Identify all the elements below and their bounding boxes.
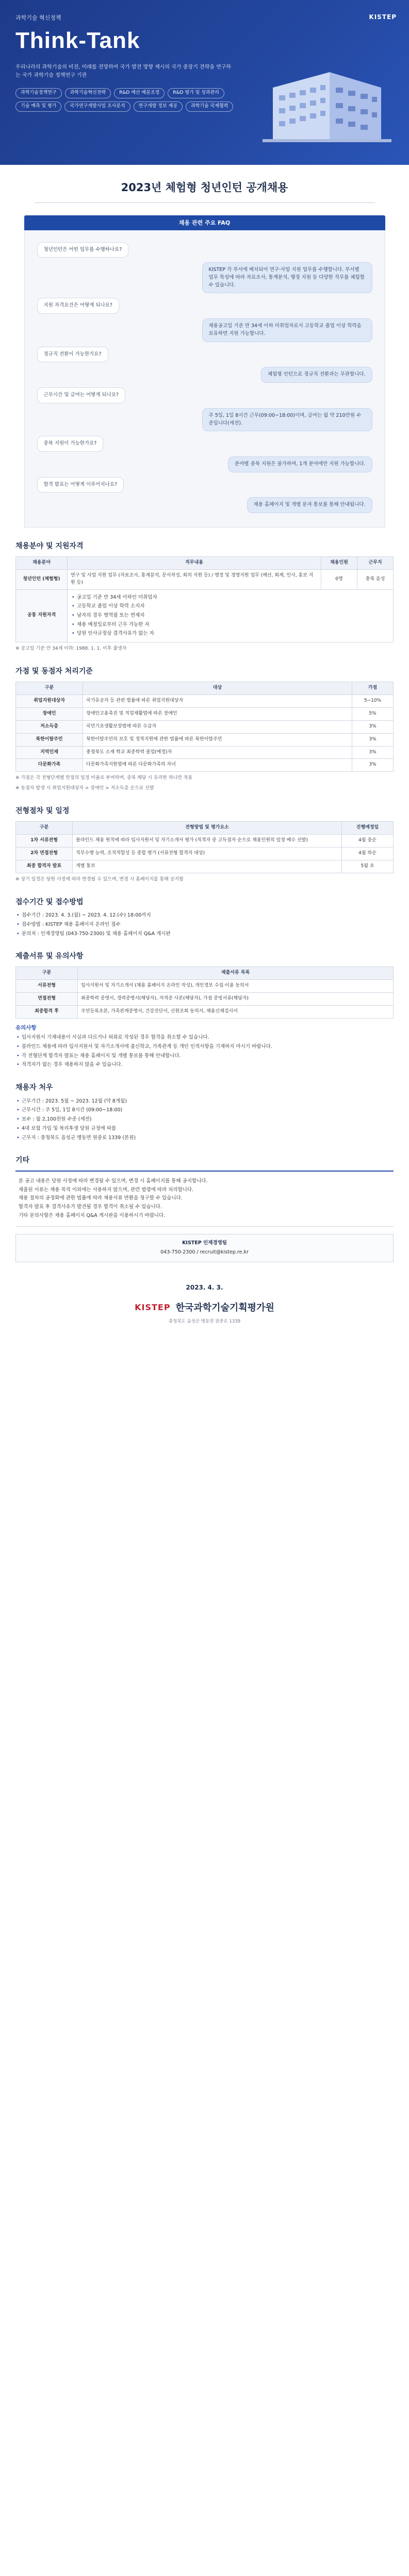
faq-answer: 채용공고일 기준 만 34세 이하 미취업자로서 고등학교 졸업 이상 학력을 보유하면 지원 가능합니다. bbox=[37, 318, 372, 342]
banner-tag: 과학기술정책연구 bbox=[15, 88, 62, 98]
banner-logo: KISTEP bbox=[369, 13, 397, 21]
section-note: ※ 공고일 기준 만 34세 이하: 1988. 1. 1. 이후 출생자 bbox=[15, 646, 127, 652]
table-row: 최종 합격자 발표 개별 통보 5월 초 bbox=[16, 860, 394, 873]
treatment-list: • 근무기간 : 2023. 5월 ~ 2023. 12월 (약 8개월) • 근무시간 : 주 5일, 1일 8시간 (09:00~18:00) • 보수 : 월 2,100천원 수준 (세전) • 4대 보험 가입 및 복리후생 당원 규정에 따름 • 근무지 : 충청북도 음성군 맹동면 원중로 1339 (본원) bbox=[15, 1098, 394, 1142]
section-process bbox=[15, 806, 394, 883]
section-treatment bbox=[15, 1082, 394, 1142]
faq-answer: 채용 홈페이지 및 개별 문자 통보를 통해 안내됩니다. bbox=[37, 497, 372, 513]
banner-description: 우리나라의 과학기술의 비전, 미래를 전망하여 국가 발전 방향 제시의 국가 중장기 전략을 연구하는 국가 과학기술 정책연구 기관 bbox=[15, 64, 232, 79]
org-address: 충청북도 음성군 맹동면 원중로 1339 bbox=[168, 1318, 241, 1324]
table-row: 다문화가족 다문화가족지원법에 따른 다문화가족의 자녀 3% bbox=[16, 759, 394, 772]
banner-tag: 연구개발 정보 제공 bbox=[134, 101, 183, 112]
table-row: 서류전형 입사지원서 및 자기소개서 (채용 홈페이지 온라인 작성), 개인정보 수집·이용 동의서 bbox=[16, 980, 394, 993]
section-bonus-points bbox=[15, 666, 394, 792]
sub-title: 유의사항 bbox=[15, 1024, 37, 1031]
banner-tag: 과학기술 국제협력 bbox=[186, 101, 233, 112]
banner-tag: R&D 평가 및 성과관리 bbox=[168, 88, 224, 98]
banner-subtitle: 과학기술 혁신정책 bbox=[15, 14, 61, 21]
banner-tag: 기술 예측 및 평가 bbox=[15, 101, 61, 112]
banner-tag: 과학기술혁신전략 bbox=[65, 88, 111, 98]
section-title: 채용분야 및 지원자격 bbox=[15, 542, 84, 551]
section-title: 기타 bbox=[15, 1156, 30, 1165]
footer bbox=[15, 1283, 394, 1346]
banner-tag-list bbox=[15, 88, 258, 112]
table-header: 직무내용 bbox=[68, 556, 321, 569]
faq-answer: 주 5일, 1일 8시간 근무(09:00~18:00)이며, 급여는 월 약 210만원 수준입니다(세전). bbox=[37, 408, 372, 431]
table-row: 공통 지원자격 • 공고일 기준 만 34세 이하인 미취업자 • 고등학교 졸업 이상 학력 소지자 • 남자의 경우 병역필 또는 면제자 • 채용 예정일로부터 근무 가능한 자 • 당원 인사규정상 결격사유가 없는 자 bbox=[16, 589, 394, 642]
table-row: 2차 면접전형 직무수행 능력, 조직적합성 등 종합 평가 (서류전형 합격자 대상) 4월 하순 bbox=[16, 847, 394, 860]
recruit-field-table bbox=[15, 556, 394, 642]
banner-tag: R&D 예산 배분조정 bbox=[114, 88, 165, 98]
faq-question: 합격 발표는 어떻게 이루어지나요? bbox=[37, 477, 372, 493]
section-documents bbox=[15, 951, 394, 1069]
table-row: 청년인턴 (체험형) 연구 및 사업 지원 업무 (자료조사, 통계분석, 문서작성, 회의 지원 등) / 행정 및 경영지원 업무 (예산, 회계, 인사, 홍보 지원 등) 0명 충북 음성 bbox=[16, 569, 394, 589]
faq-question: 근무시간 및 급여는 어떻게 되나요? bbox=[37, 387, 372, 403]
headline bbox=[0, 165, 409, 208]
faq-body bbox=[24, 230, 385, 528]
section-title: 제출서류 및 유의사항 bbox=[15, 952, 84, 961]
application-list: • 접수기간 : 2023. 4. 3.(월) ~ 2023. 4. 12.(수) 18:00까지 • 접수방법 : KISTEP 채용 홈페이지 온라인 접수 • 문의처 : 인재경영팀 (043-750-2300) 및 채용 홈페이지 Q&A 게시판 bbox=[15, 912, 394, 938]
announcement-date: 2023. 4. 3. bbox=[186, 1284, 223, 1292]
table-header: 채용인원 bbox=[321, 556, 357, 569]
bonus-points-table: 구분 대상 가점 취업지원대상자 국가유공자 등 관련 법률에 따른 취업지원대상자 5~10% 장애인 장애인고용촉진 및 직업재활법에 따른 장애인 5% 저소득층 국민기초생활보장법에 따른 수급자 3% 북한이탈주민 북한이탈주민의 보호 및 정착지원에 관한 법률에 따른 북한이탈주민 3% 지역인재 충청북도 소재 학교 최종학력 졸업(예정)자 3% 다문화가족 다문화가족지원법에 따른 다문화가족의 자녀 3% bbox=[15, 682, 394, 772]
table-row: 지역인재 충청북도 소재 학교 최종학력 졸업(예정)자 3% bbox=[16, 746, 394, 759]
faq-answer: 체험형 인턴으로 정규직 전환과는 무관합니다. bbox=[37, 367, 372, 383]
table-row: 북한이탈주민 북한이탈주민의 보호 및 정착지원에 관한 법률에 따른 북한이탈주민 3% bbox=[16, 733, 394, 746]
section-etc bbox=[15, 1155, 394, 1262]
documents-table: 구분 제출서류 목록 서류전형 입사지원서 및 자기소개서 (채용 홈페이지 온라인 작성), 개인정보 수집·이용 동의서 면접전형 최종학력 증명서, 경력증명서(해당자), 자격증 사본(해당자), 가점 증빙서류(해당자) 최종합격 후 주민등록초본, 가족관계증명서, 건강진단서, 신원조회 동의서, 채용신체검사서 bbox=[15, 967, 394, 1019]
banner-title: Think-Tank bbox=[15, 28, 140, 54]
table-row: 취업지원대상자 국가유공자 등 관련 법률에 따른 취업지원대상자 5~10% bbox=[16, 694, 394, 707]
section-note: ※ 동점자 발생 시 취업지원대상자 > 장애인 > 저소득층 순으로 선발 bbox=[15, 786, 154, 791]
table-row: 1차 서류전형 블라인드 채용 원칙에 따라 입사지원서 및 자기소개서 평가 (적격자 중 고득점자 순으로 채용인원의 일정 배수 선발) 4월 중순 bbox=[16, 834, 394, 847]
faq-question: 정규직 전환이 가능한가요? bbox=[37, 347, 372, 363]
section-recruit-field bbox=[15, 541, 394, 653]
faq-answer: KISTEP 각 부서에 배치되어 연구·사업 지원 업무를 수행합니다. 부서별 업무 특성에 따라 자료조사, 통계분석, 행정 지원 등 다양한 직무를 체험할 수 있습니다. bbox=[37, 262, 372, 293]
table-header: 채용분야 bbox=[16, 556, 68, 569]
divider bbox=[35, 202, 375, 203]
section-title: 가점 및 동점자 처리기준 bbox=[15, 667, 93, 676]
section-title: 전형절차 및 일정 bbox=[15, 807, 70, 816]
building-illustration bbox=[263, 52, 391, 144]
faq-header: 채용 관련 주요 FAQ bbox=[24, 215, 385, 230]
faq-answer: 분야별 중복 지원은 불가하며, 1개 분야에만 지원 가능합니다. bbox=[37, 456, 372, 472]
caution-list: • 입사지원서 기재내용이 사실과 다르거나 허위로 작성된 경우 합격을 취소할 수 있습니다. • 블라인드 채용에 따라 입사지원서 및 자기소개서에 출신학교, 가족관계 등 개인 인적사항을 기재하지 마시기 바랍니다. • 각 전형단계 합격자 발표는 채용 홈페이지 및 개별 통보를 통해 안내합니다. • 적격자가 없는 경우 채용하지 않을 수 있습니다. bbox=[15, 1034, 394, 1069]
faq-section bbox=[24, 215, 385, 528]
section-note: ※ 가점은 각 전형단계별 만점의 일정 비율로 부여하며, 중복 해당 시 유리한 하나만 적용 bbox=[15, 775, 193, 781]
faq-question: 청년인턴은 어떤 업무를 수행하나요? bbox=[37, 242, 372, 258]
notice-box: 본 공고 내용은 당원 사정에 따라 변경될 수 있으며, 변경 시 홈페이지를 통해 공지합니다. 제출된 서류는 채용 목적 이외에는 사용하지 않으며, 관련 법령에 따라 처리합니다. 채용 절차의 공정화에 관한 법률에 따라 채용서류 반환을 청구할 수 있습니다. 합격자 발표 후 결격사유가 발견될 경우 합격이 취소될 수 있습니다. 기타 문의사항은 채용 홈페이지 Q&A 게시판을 이용하시기 바랍니다. bbox=[15, 1171, 394, 1227]
table-header: 근무지 bbox=[357, 556, 394, 569]
faq-question: 중복 지원이 가능한가요? bbox=[37, 436, 372, 452]
section-note: ※ 상기 일정은 당원 사정에 따라 변경될 수 있으며, 변경 시 홈페이지를 통해 공지함 bbox=[15, 876, 184, 882]
page-title: 2023년 체험형 청년인턴 공개채용 bbox=[121, 181, 288, 194]
contact-box: KISTEP 인재경영팀 043-750-2300 / recruit@kistep.re.kr bbox=[15, 1234, 394, 1262]
process-table: 구분 전형방법 및 평가요소 진행예정일 1차 서류전형 블라인드 채용 원칙에 따라 입사지원서 및 자기소개서 평가 (적격자 중 고득점자 순으로 채용인원의 일정 배수 선발) 4월 중순 2차 면접전형 직무수행 능력, 조직적합성 등 종합 평가 (서류전형 합격자 대상) 4월 하순 최종 합격자 발표 개별 통보 5월 초 bbox=[15, 821, 394, 873]
section-title: 채용자 처우 bbox=[15, 1083, 53, 1092]
section-title: 접수기간 및 접수방법 bbox=[15, 897, 84, 906]
qualification-list: • 공고일 기준 만 34세 이하인 미취업자 • 고등학교 졸업 이상 학력 소지자 • 남자의 경우 병역필 또는 면제자 • 채용 예정일로부터 근무 가능한 자 • 당원 인사규정상 결격사유가 없는 자 bbox=[71, 594, 390, 638]
banner-tag: 국가연구개발사업 조사분석 bbox=[64, 101, 130, 112]
faq-question: 지원 자격요건은 어떻게 되나요? bbox=[37, 298, 372, 314]
section-application bbox=[15, 897, 394, 938]
org-name: 한국과학기술기획평가원 bbox=[175, 1302, 274, 1313]
org-signature bbox=[15, 1301, 394, 1315]
table-row: 최종합격 후 주민등록초본, 가족관계증명서, 건강진단서, 신원조회 동의서, 채용신체검사서 bbox=[16, 1005, 394, 1018]
table-row: 저소득층 국민기초생활보장법에 따른 수급자 3% bbox=[16, 720, 394, 733]
hero-banner bbox=[0, 0, 409, 165]
kistep-logo-icon: KISTEP bbox=[135, 1302, 171, 1313]
table-row: 면접전형 최종학력 증명서, 경력증명서(해당자), 자격증 사본(해당자), 가점 증빙서류(해당자) bbox=[16, 993, 394, 1006]
table-row: 장애인 장애인고용촉진 및 직업재활법에 따른 장애인 5% bbox=[16, 707, 394, 720]
